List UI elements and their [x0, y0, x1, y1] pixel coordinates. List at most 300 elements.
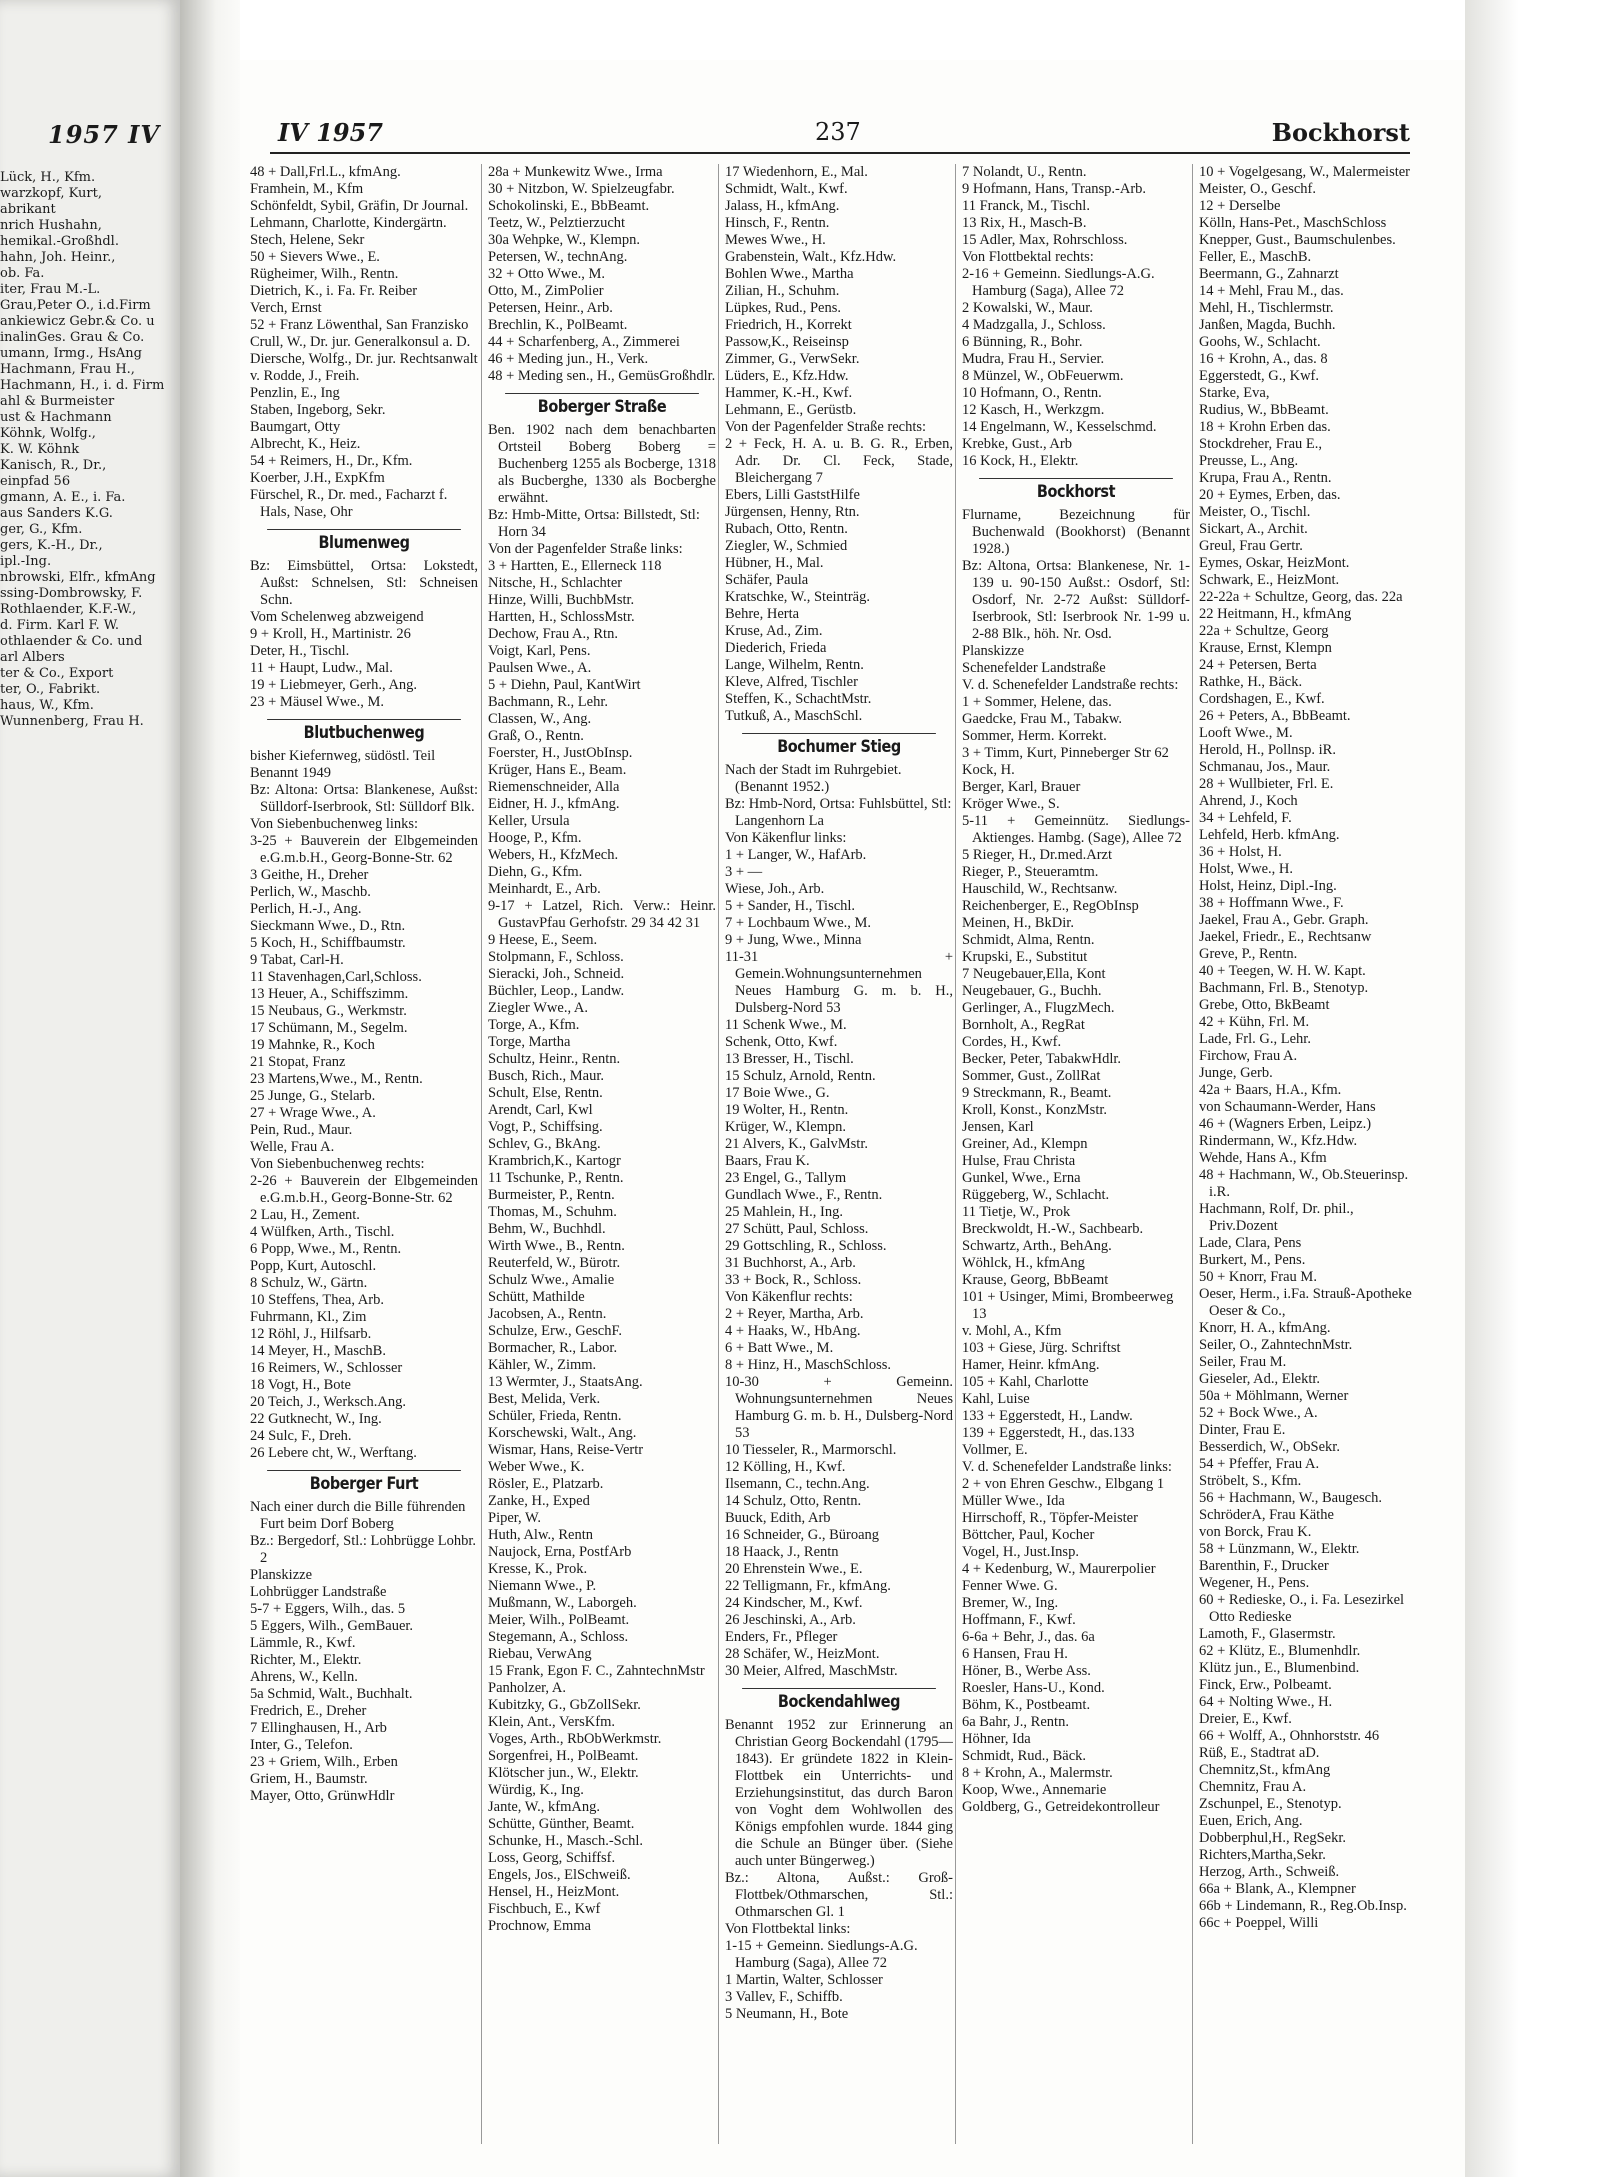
- directory-entry: Wehde, Hans A., Kfm: [1199, 1150, 1327, 1166]
- directory-entry: Beermann, G., Zahnarzt: [1199, 266, 1339, 282]
- directory-entry: 133 + Eggerstedt, H., Landw.: [962, 1408, 1133, 1424]
- directory-entry: Cordshagen, E., Kwf.: [1199, 691, 1325, 707]
- directory-entry: Wöhlck, H., kfmAng: [962, 1255, 1085, 1271]
- directory-entry: Schmidt, Rud., Bäck.: [962, 1748, 1087, 1764]
- directory-entry: 20 Ehrenstein Wwe., E.: [725, 1561, 863, 1577]
- directory-entry: Rüß, E., Stadtrat aD.: [1199, 1745, 1320, 1761]
- directory-entry: Kratschke, W., Steinträg.: [725, 589, 870, 605]
- directory-entry: 28a + Munkewitz Wwe., Irma: [488, 164, 663, 180]
- directory-entry: 3 + —: [725, 864, 763, 880]
- directory-entry: 28 + Wullbieter, Frl. E.: [1199, 776, 1334, 792]
- directory-entry: Fredrich, E., Dreher: [250, 1703, 367, 1719]
- directory-entry: 12 Kölling, H., Kwf.: [725, 1459, 846, 1475]
- directory-entry: Rudius, W., BbBeamt.: [1199, 402, 1329, 418]
- directory-entry: Planskizze: [250, 1567, 313, 1583]
- street-description: 2 + Feck, H. A. u. B. G. R., Erben, Adr. Dr. Cl. Feck, Stade, Bleichergang 7: [725, 436, 953, 486]
- directory-entry: 13 Bresser, H., Tischl.: [725, 1051, 854, 1067]
- directory-entry: Benannt 1949: [250, 765, 331, 781]
- directory-entry: bisher Kiefernweg, südöstl. Teil: [250, 748, 436, 764]
- directory-entry: Sommer, Gust., ZollRat: [962, 1068, 1101, 1084]
- directory-entry: 21 Stopat, Franz: [250, 1054, 346, 1070]
- directory-entry: 23 Engel, G., Tallym: [725, 1170, 847, 1186]
- directory-entry: Schokolinski, E., BbBeamt.: [488, 198, 650, 214]
- directory-entry: 44 + Scharfenberg, A., Zimmerei: [488, 334, 680, 350]
- previous-page-line: inalinGes. Grau & Co.: [0, 330, 145, 345]
- directory-entry: Dobberphul,H., RegSekr.: [1199, 1830, 1346, 1846]
- street-heading: Boberger Straße: [505, 393, 699, 416]
- directory-entry: Sorgenfrei, H., PolBeamt.: [488, 1748, 639, 1764]
- directory-entry: 25 Junge, G., Stelarb.: [250, 1088, 376, 1104]
- directory-entry: Krupski, E., Substitut: [962, 949, 1088, 965]
- directory-entry: 12 Röhl, J., Hilfsarb.: [250, 1326, 372, 1342]
- directory-entry: Chemnitz, Frau A.: [1199, 1779, 1307, 1795]
- directory-entry: 42a + Baars, H.A., Kfm.: [1199, 1082, 1342, 1098]
- directory-entry: Jürgensen, Henny, Rtn.: [725, 504, 860, 520]
- page-number: 237: [815, 118, 861, 146]
- directory-entry: Herzog, Arth., Schweiß.: [1199, 1864, 1340, 1880]
- previous-page-line: gers, K.-H., Dr.,: [0, 538, 103, 553]
- directory-entry: 13 Rix, H., Masch-B.: [962, 215, 1087, 231]
- directory-entry: Kölln, Hans-Pet., MaschSchloss: [1199, 215, 1387, 231]
- directory-entry: 17 Boie Wwe., G.: [725, 1085, 830, 1101]
- directory-entry: Enders, Fr., Pfleger: [725, 1629, 838, 1645]
- directory-entry: 105 + Kahl, Charlotte: [962, 1374, 1089, 1390]
- directory-entry: Mußmann, W., Laborgeh.: [488, 1595, 637, 1611]
- directory-entry: Bohlen Wwe., Martha: [725, 266, 854, 282]
- directory-entry: Torge, A., Kfm.: [488, 1017, 580, 1033]
- directory-entry: Krüger, Hans E., Beam.: [488, 762, 627, 778]
- directory-entry: Fürschel, R., Dr. med., Facharzt f. Hals, Nase, Ohr: [250, 487, 448, 520]
- directory-entry: Sommer, Herm. Korrekt.: [962, 728, 1107, 744]
- directory-entry: 54 + Reimers, H., Dr., Kfm.: [250, 453, 413, 469]
- directory-entry: 16 + Krohn, A., das. 8: [1199, 351, 1328, 367]
- directory-entry: Lehmann, Charlotte, Kindergärtn.: [250, 215, 447, 231]
- directory-entry: Bornholt, A., RegRat: [962, 1017, 1085, 1033]
- directory-entry: Rubach, Otto, Rentn.: [725, 521, 848, 537]
- directory-entry: 36 + Holst, H.: [1199, 844, 1282, 860]
- directory-entry: von Borck, Frau K.: [1199, 1524, 1312, 1540]
- directory-entry: 17 Wiedenhorn, E., Mal.: [725, 164, 868, 180]
- directory-entry: V. d. Schenefelder Landstraße rechts:: [962, 677, 1179, 693]
- directory-entry: Schönfeldt, Sybil, Gräfin, Dr Journal.: [250, 198, 469, 214]
- directory-entry: Diersche, Wolfg., Dr. jur. Rechtsanwalt: [250, 351, 478, 367]
- page-right-margin: [1465, 0, 1600, 2177]
- directory-entry: Lüpkes, Rud., Pens.: [725, 300, 841, 316]
- directory-entry: Koerber, J.H., ExpKfm: [250, 470, 385, 486]
- directory-entry: Barenthin, F., Drucker: [1199, 1558, 1329, 1574]
- directory-entry: Mudra, Frau H., Servier.: [962, 351, 1105, 367]
- directory-entry: Kock, H.: [962, 762, 1015, 778]
- directory-entry: Lade, Frl. G., Lehr.: [1199, 1031, 1311, 1047]
- directory-entry: Crull, W., Dr. jur. Generalkonsul a. D.: [250, 334, 471, 350]
- directory-entry: Otto, M., ZimPolier: [488, 283, 604, 299]
- directory-entry: 14 Engelmann, W., Kesselschmd.: [962, 419, 1157, 435]
- directory-entry: 1-15 + Gemeinn. Siedlungs-A.G. Hamburg (Saga), Allee 72: [725, 1938, 918, 1971]
- directory-entry: Fenner Wwe. G.: [962, 1578, 1058, 1594]
- directory-entry: Grebe, Otto, BkBeamt: [1199, 997, 1330, 1013]
- directory-entry: Stegemann, A., Schloss.: [488, 1629, 629, 1645]
- directory-entry: Welle, Frau A.: [250, 1139, 335, 1155]
- directory-entry: Ebers, Lilli GaststHilfe: [725, 487, 860, 503]
- directory-entry: 10 Steffens, Thea, Arb.: [250, 1292, 384, 1308]
- previous-page-line: ter & Co., Export: [0, 666, 114, 681]
- directory-entry: Loss, Georg, Schiffsf.: [488, 1850, 616, 1866]
- previous-page-line: nbrowski, Elfr., kfmAng: [0, 570, 156, 585]
- directory-entry: Lohbrügger Landstraße: [250, 1584, 387, 1600]
- directory-entry: Sieckmann Wwe., D., Rtn.: [250, 918, 406, 934]
- directory-entry: Bremer, W., Ing.: [962, 1595, 1059, 1611]
- directory-entry: Keller, Ursula: [488, 813, 570, 829]
- directory-entry: SchröderA, Frau Käthe: [1199, 1507, 1334, 1523]
- directory-entry: Schwark, E., HeizMont.: [1199, 572, 1340, 588]
- directory-entry: Böhm, K., Postbeamt.: [962, 1697, 1091, 1713]
- directory-entry: 103 + Giese, Jürg. Schriftst: [962, 1340, 1121, 1356]
- directory-entry: 5 Neumann, H., Bote: [725, 2006, 849, 2022]
- street-heading: Blutbuchenweg: [267, 719, 461, 742]
- directory-entry: Bz: Hmb-Mitte, Ortsa: Billstedt, Stl: Horn 34: [488, 507, 700, 540]
- directory-entry: Gunkel, Wwe., Erna: [962, 1170, 1081, 1186]
- directory-entry: Becker, Peter, TabakwHdlr.: [962, 1051, 1122, 1067]
- directory-entry: Janßen, Magda, Buchh.: [1199, 317, 1336, 333]
- directory-entry: Hoffmann, F., Kwf.: [962, 1612, 1076, 1628]
- directory-entry: 1 + Langer, W., HafArb.: [725, 847, 867, 863]
- previous-page-lines: [0, 170, 175, 730]
- directory-entry: Von Siebenbuchenweg links:: [250, 816, 419, 832]
- directory-entry: Dechow, Frau A., Rtn.: [488, 626, 618, 642]
- street-description: Ben. 1902 nach dem benachbarten Ortsteil Boberg Boberg = Buchenberg 1255 als Bocberge, 1318 als Bucberghe, 1330 als Bocberghe erwähnt.: [488, 422, 716, 506]
- directory-entry: Graß, O., Rentn.: [488, 728, 584, 744]
- directory-entry: Sieracki, Joh., Schneid.: [488, 966, 625, 982]
- directory-entry: 15 Frank, Egon F. C., ZahntechnMstr: [488, 1663, 705, 1679]
- directory-entry: 12 Kasch, H., Werkzgm.: [962, 402, 1105, 418]
- directory-entry: Rösler, E., Platzarb.: [488, 1476, 604, 1492]
- directory-entry: 10 Tiesseler, R., Marmorschl.: [725, 1442, 897, 1458]
- street-description: Benannt 1952 zur Erinnerung an Christian Georg Bockendahl (1795—1843). Er gründete 1822 in Klein-Flottbek ein Unterrichts- und Erziehungsinstitut, das durch Baron von Voght dem Wohlwollen des Königs empfohlen wurde. 1844 ging die Schule an Bünger über. (Siehe auch unter Büngerweg.): [725, 1717, 953, 1869]
- directory-entry: Hamer, Heinr. kfmAng.: [962, 1357, 1100, 1373]
- directory-entry: Starke, Eva,: [1199, 385, 1270, 401]
- directory-entry: Paulsen Wwe., A.: [488, 660, 592, 676]
- directory-entry: Roesler, Hans-U., Kond.: [962, 1680, 1105, 1696]
- column-3: [718, 164, 953, 2144]
- directory-entry: 30 Meier, Alfred, MaschMstr.: [725, 1663, 898, 1679]
- directory-entry: Krause, Georg, BbBeamt: [962, 1272, 1109, 1288]
- directory-entry: Krüger, W., Klempn.: [725, 1119, 847, 1135]
- directory-entry: Schütt, Mathilde: [488, 1289, 585, 1305]
- directory-entry: Deter, H., Tischl.: [250, 643, 350, 659]
- street-description: Flurname, Bezeichnung für Buchenwald (Bookhorst) (Benannt 1928.): [962, 507, 1190, 557]
- directory-entry: 26 + Peters, A., BbBeamt.: [1199, 708, 1351, 724]
- directory-entry: Wirth Wwe., B., Rentn.: [488, 1238, 625, 1254]
- previous-page-line: d. Firm. Karl F. W.: [0, 618, 120, 633]
- directory-entry: 3 Geithe, H., Dreher: [250, 867, 369, 883]
- directory-entry: Feller, E., MaschB.: [1199, 249, 1312, 265]
- previous-page-line: Hachmann, H., i. d. Firm: [0, 378, 165, 393]
- directory-entry: 66b + Lindemann, R., Reg.Ob.Insp.: [1199, 1898, 1407, 1914]
- directory-entry: Meister, O., Tischl.: [1199, 504, 1311, 520]
- directory-entry: 2-16 + Gemeinn. Siedlungs-A.G. Hamburg (Saga), Allee 72: [962, 266, 1155, 299]
- directory-entry: Pein, Rud., Maur.: [250, 1122, 353, 1138]
- directory-entry: Hirrschoff, R., Töpfer-Meister: [962, 1510, 1138, 1526]
- directory-entry: Engels, Jos., ElSchweiß.: [488, 1867, 631, 1883]
- directory-entry: 11 Schenk Wwe., M.: [725, 1017, 847, 1033]
- directory-entry: 8 Münzel, W., ObFeuerwm.: [962, 368, 1124, 384]
- directory-entry: 9 Streckmann, R., Beamt.: [962, 1085, 1112, 1101]
- directory-entry: Schenk, Otto, Kwf.: [725, 1034, 838, 1050]
- directory-entry: Diederich, Frieda: [725, 640, 827, 656]
- directory-entry: Müller Wwe., Ida: [962, 1493, 1065, 1509]
- directory-entry: Behm, W., Buchhdl.: [488, 1221, 606, 1237]
- directory-entry: Von Käkenflur rechts:: [725, 1289, 853, 1305]
- directory-entry: Krause, Ernst, Klempn: [1199, 640, 1332, 656]
- directory-entry: Richter, M., Elektr.: [250, 1652, 362, 1668]
- directory-entry: Stockdreher, Frau E.,: [1199, 436, 1323, 452]
- directory-entry: Panholzer, A.: [488, 1680, 566, 1696]
- directory-entry: Goldberg, G., Getreidekontrolleur: [962, 1799, 1160, 1815]
- directory-entry: 60 + Redieske, O., i. Fa. Lesezirkel Otto Redieske: [1199, 1592, 1405, 1625]
- directory-entry: Gerlinger, A., FlugzMech.: [962, 1000, 1115, 1016]
- directory-entry: 11 Tietje, W., Prok: [962, 1204, 1071, 1220]
- directory-entry: 5 + Diehn, Paul, KantWirt: [488, 677, 641, 693]
- directory-entry: Zschunpel, E., Stenotyp.: [1199, 1796, 1342, 1812]
- directory-entry: 50 + Sievers Wwe., E.: [250, 249, 380, 265]
- directory-entry: 30a Wehpke, W., Klempn.: [488, 232, 641, 248]
- directory-entry: Hachmann, Rolf, Dr. phil., Priv.Dozent: [1199, 1201, 1354, 1234]
- directory-entry: Lehmann, E., Gerüstb.: [725, 402, 857, 418]
- directory-entry: Schenefelder Landstraße: [962, 660, 1106, 676]
- directory-entry: 24 + Petersen, Berta: [1199, 657, 1317, 673]
- directory-entry: 48 + Dall,Frl.L., kfmAng.: [250, 164, 401, 180]
- directory-entry: 4 Madzgalla, J., Schloss.: [962, 317, 1106, 333]
- previous-page-line: Grau,Peter O., i.d.Firm: [0, 298, 151, 313]
- directory-entry: 50 + Knorr, Frau M.: [1199, 1269, 1317, 1285]
- directory-entry: Kleve, Alfred, Tischler: [725, 674, 858, 690]
- directory-entry: 6 Popp, Wwe., M., Rentn.: [250, 1241, 402, 1257]
- directory-entry: Fuhrmann, Kl., Zim: [250, 1309, 367, 1325]
- street-heading: Bockendahlweg: [742, 1688, 936, 1711]
- street-description: Bz: Eimsbüttel, Ortsa: Lokstedt, Außst: Schnelsen, Stl: Schneisen Schn.: [250, 558, 478, 608]
- directory-entry: 20 Teich, J., Werksch.Ang.: [250, 1394, 406, 1410]
- directory-entry: 20 + Eymes, Erben, das.: [1199, 487, 1341, 503]
- directory-entry: Krupa, Frau A., Rentn.: [1199, 470, 1332, 486]
- previous-page-line: ssing-Dombrowsky, F.: [0, 586, 143, 601]
- directory-entry: Steffen, K., SchachtMstr.: [725, 691, 872, 707]
- directory-entry: Berger, Karl, Brauer: [962, 779, 1081, 795]
- directory-entry: 58 + Lünzmann, W., Elektr.: [1199, 1541, 1360, 1557]
- directory-entry: Webers, H., KfzMech.: [488, 847, 619, 863]
- book-gutter: [180, 0, 240, 2177]
- directory-entry: Perlich, H.-J., Ang.: [250, 901, 362, 917]
- directory-entry: 11 + Haupt, Ludw., Mal.: [250, 660, 393, 676]
- directory-entry: Rüggeberg, W., Schlacht.: [962, 1187, 1110, 1203]
- directory-entry: 22 Heitmann, H., kfmAng: [1199, 606, 1352, 622]
- directory-entry: Ströbelt, S., Kfm.: [1199, 1473, 1302, 1489]
- directory-entry: 66c + Poeppel, Willi: [1199, 1915, 1319, 1931]
- directory-entry: Zilian, H., Schuhm.: [725, 283, 840, 299]
- column-5: [1192, 164, 1421, 2144]
- directory-entry: Holst, Wwe., H.: [1199, 861, 1293, 877]
- directory-entry: Klein, Ant., VersKfm.: [488, 1714, 616, 1730]
- directory-entry: Lämmle, R., Kwf.: [250, 1635, 356, 1651]
- directory-entry: Greve, P., Rentn.: [1199, 946, 1298, 962]
- directory-entry: 32 + Otto Wwe., M.: [488, 266, 606, 282]
- directory-entry: Höhner, Ida: [962, 1731, 1031, 1747]
- previous-page-line: Wunnenberg, Frau H.: [0, 714, 144, 729]
- directory-entry: Mehl, H., Tischlermstr.: [1199, 300, 1334, 316]
- directory-entry: Vom Schelenweg abzweigend: [250, 609, 424, 625]
- directory-entry: Popp, Kurt, Autoschl.: [250, 1258, 377, 1274]
- directory-entry: Jalass, H., kfmAng.: [725, 198, 840, 214]
- directory-entry: 9 + Kroll, H., Martinistr. 26: [250, 626, 411, 642]
- directory-entry: v. Rodde, J., Freih.: [250, 368, 360, 384]
- directory-entry: Gundlach Wwe., F., Rentn.: [725, 1187, 883, 1203]
- directory-entry: 3 + Timm, Kurt, Pinneberger Str 62: [962, 745, 1169, 761]
- directory-entry: Höner, B., Werbe Ass.: [962, 1663, 1091, 1679]
- directory-entry: 29 Gottschling, R., Schloss.: [725, 1238, 887, 1254]
- directory-entry: Meinen, H., BkDir.: [962, 915, 1074, 931]
- directory-entry: 46 + (Wagners Erben, Leipz.): [1199, 1116, 1372, 1132]
- directory-entry: Klötscher jun., W., Elektr.: [488, 1765, 639, 1781]
- directory-entry: 56 + Hachmann, W., Baugesch.: [1199, 1490, 1382, 1506]
- directory-entry: Passow,K., Reiseinsp: [725, 334, 849, 350]
- directory-entry: Petersen, W., technAng.: [488, 249, 628, 265]
- directory-entry: Lehfeld, Herb. kfmAng.: [1199, 827, 1340, 843]
- directory-entry: 15 Adler, Max, Rohrschloss.: [962, 232, 1128, 248]
- previous-page-line: gmann, A. E., i. Fa.: [0, 490, 126, 505]
- street-description: Bz.: Altona, Außst.: Groß-Flottbek/Othmarschen, Stl.: Othmarschen Gl. 1: [725, 1870, 953, 1920]
- directory-entry: Staben, Ingeborg, Sekr.: [250, 402, 386, 418]
- directory-entry: 3 + Hartten, E., Ellerneck 118: [488, 558, 662, 574]
- directory-entry: 46 + Meding jun., H., Verk.: [488, 351, 649, 367]
- directory-entry: Vollmer, E.: [962, 1442, 1028, 1458]
- previous-page-line: ger, G., Kfm.: [0, 522, 83, 537]
- directory-entry: Krambrich,K., Kartogr: [488, 1153, 621, 1169]
- previous-page-header: 1957 IV: [48, 120, 160, 149]
- directory-entry: 19 Wolter, H., Rentn.: [725, 1102, 849, 1118]
- directory-entry: 22 Gutknecht, W., Ing.: [250, 1411, 382, 1427]
- directory-entry: Schäfer, Paula: [725, 572, 809, 588]
- street-heading: Bockhorst: [979, 478, 1173, 501]
- directory-entry: Voigt, Karl, Pens.: [488, 643, 591, 659]
- directory-entry: Lange, Wilhelm, Rentn.: [725, 657, 864, 673]
- directory-entry: Tutkuß, A., MaschSchl.: [725, 708, 863, 724]
- directory-entry: 7 Ellinghausen, H., Arb: [250, 1720, 387, 1736]
- directory-entry: Stech, Helene, Sekr: [250, 232, 365, 248]
- column-4: [955, 164, 1190, 2144]
- directory-entry: Breckwoldt, H.-W., Sachbearb.: [962, 1221, 1144, 1237]
- directory-entry: 3 Vallev, F., Schiffb.: [725, 1989, 843, 2005]
- directory-entry: Von der Pagenfelder Straße rechts:: [725, 419, 927, 435]
- directory-entry: Busch, Rich., Maur.: [488, 1068, 604, 1084]
- directory-entry: Lamoth, F., Glasermstr.: [1199, 1626, 1336, 1642]
- directory-entry: Meinhardt, E., Arb.: [488, 881, 601, 897]
- directory-entry: Hensel, H., HeizMont.: [488, 1884, 620, 1900]
- directory-entry: Klütz jun., E., Blumenbind.: [1199, 1660, 1360, 1676]
- directory-entry: Schultz, Heinr., Rentn.: [488, 1051, 621, 1067]
- directory-entry: 1 Martin, Walter, Schlosser: [725, 1972, 883, 1988]
- directory-entry: Von Siebenbuchenweg rechts:: [250, 1156, 425, 1172]
- directory-entry: 24 Kindscher, M., Kwf.: [725, 1595, 863, 1611]
- directory-entry: Stolpmann, F., Schloss.: [488, 949, 624, 965]
- directory-entry: 23 + Mäusel Wwe., M.: [250, 694, 384, 710]
- directory-entry: 4 + Kedenburg, W., Maurerpolier: [962, 1561, 1156, 1577]
- directory-entry: 8 + Krohn, A., Malermstr.: [962, 1765, 1113, 1781]
- directory-entry: 4 Wülfken, Arth., Tischl.: [250, 1224, 395, 1240]
- street-description: 2-26 + Bauverein der Elbgemeinden e.G.m.b.H., Georg-Bonne-Str. 62: [250, 1173, 478, 1206]
- directory-entry: 62 + Klütz, E., Blumenhdlr.: [1199, 1643, 1361, 1659]
- directory-entry: Kresse, K., Prok.: [488, 1561, 588, 1577]
- directory-entry: Jaekel, Friedr., E., Rechtsanw: [1199, 929, 1372, 945]
- directory-entry: 5-7 + Eggers, Wilh., das. 5: [250, 1601, 406, 1617]
- directory-entry: Inter, G., Telefon.: [250, 1737, 353, 1753]
- previous-page-line: Kanisch, R., Dr.,: [0, 458, 107, 473]
- street-heading: Boberger Furt: [267, 1470, 461, 1493]
- directory-entry: Holst, Heinz, Dipl.-Ing.: [1199, 878, 1337, 894]
- directory-entry: Diehn, G., Kfm.: [488, 864, 583, 880]
- directory-entry: Schulz Wwe., Amalie: [488, 1272, 615, 1288]
- previous-page-line: othlaender & Co. und: [0, 634, 143, 649]
- directory-entry: Mewes Wwe., H.: [725, 232, 826, 248]
- directory-entry: Hulse, Frau Christa: [962, 1153, 1076, 1169]
- directory-entry: Lade, Clara, Pens: [1199, 1235, 1302, 1251]
- directory-entry: 26 Jeschinski, A., Arb.: [725, 1612, 856, 1628]
- directory-entry: Nach der Stadt im Ruhrgebiet. (Benannt 1952.): [725, 762, 902, 795]
- directory-entry: 6 + Batt Wwe., M.: [725, 1340, 834, 1356]
- directory-entry: 5a Schmid, Walt., Buchhalt.: [250, 1686, 413, 1702]
- directory-entry: Lüders, E., Kfz.Hdw.: [725, 368, 849, 384]
- directory-entry: Framhein, M., Kfm: [250, 181, 364, 197]
- directory-entry: 16 Schneider, G., Büroang: [725, 1527, 880, 1543]
- directory-entry: Arendt, Carl, Kwl: [488, 1102, 593, 1118]
- directory-entry: Burkert, M., Pens.: [1199, 1252, 1306, 1268]
- previous-page-line: haus, W., Kfm.: [0, 698, 94, 713]
- street-description: Bz: Altona: Ortsa: Blankenese, Außst: Sülldorf-Iserbrook, Stl: Sülldorf Blk.: [250, 782, 478, 815]
- directory-entry: Grabenstein, Walt., Kfz.Hdw.: [725, 249, 897, 265]
- directory-entry: Sickart, A., Archit.: [1199, 521, 1308, 537]
- directory-entry: Eymes, Oskar, HeizMont.: [1199, 555, 1350, 571]
- directory-entry: Herold, H., Pollnsp. iR.: [1199, 742, 1336, 758]
- directory-entry: Schunke, H., Masch.-Schl.: [488, 1833, 644, 1849]
- directory-entry: 42 + Kühn, Frl. M.: [1199, 1014, 1310, 1030]
- directory-entry: Kähler, W., Zimm.: [488, 1357, 597, 1373]
- directory-entry: 27 + Wrage Wwe., A.: [250, 1105, 376, 1121]
- directory-entry: Nitsche, H., Schlachter: [488, 575, 623, 591]
- directory-entry: Reichenberger, E., RegObInsp: [962, 898, 1139, 914]
- directory-entry: 31 Buchhorst, A., Arb.: [725, 1255, 856, 1271]
- previous-page-line: ipl.-Ing.: [0, 554, 52, 569]
- directory-entry: Kröger Wwe., S.: [962, 796, 1060, 812]
- directory-entry: Meier, Wilh., PolBeamt.: [488, 1612, 630, 1628]
- directory-entry: 13 Wermter, J., StaatsAng.: [488, 1374, 643, 1390]
- directory-entry: Von Flottbektal rechts:: [962, 249, 1094, 265]
- directory-entry: V. d. Schenefelder Landstraße links:: [962, 1459, 1172, 1475]
- previous-page-line: Lück, H., Kfm.: [0, 170, 96, 185]
- directory-entry: Junge, Gerb.: [1199, 1065, 1273, 1081]
- directory-entry: Bachmann, R., Lehr.: [488, 694, 609, 710]
- directory-entry: Kubitzky, G., GbZollSekr.: [488, 1697, 641, 1713]
- directory-entry: 15 Neubaus, G., Werkmstr.: [250, 1003, 407, 1019]
- directory-entry: Firchow, Frau A.: [1199, 1048, 1298, 1064]
- previous-page-line: hahn, Joh. Heinr.,: [0, 250, 116, 265]
- directory-entry: Brechlin, K., PolBeamt.: [488, 317, 628, 333]
- directory-entry: 2 Kowalski, W., Maur.: [962, 300, 1093, 316]
- directory-entry: 22 Telligmann, Fr., kfmAng.: [725, 1578, 891, 1594]
- directory-entry: 24 Sulc, F., Dreh.: [250, 1428, 352, 1444]
- directory-entry: Korschewski, Walt., Ang.: [488, 1425, 637, 1441]
- directory-entry: Niemann Wwe., P.: [488, 1578, 597, 1594]
- directory-entry: Behre, Herta: [725, 606, 800, 622]
- previous-page-line: aus Sanders K.G.: [0, 506, 113, 521]
- directory-entry: Von Flottbektal links:: [725, 1921, 851, 1937]
